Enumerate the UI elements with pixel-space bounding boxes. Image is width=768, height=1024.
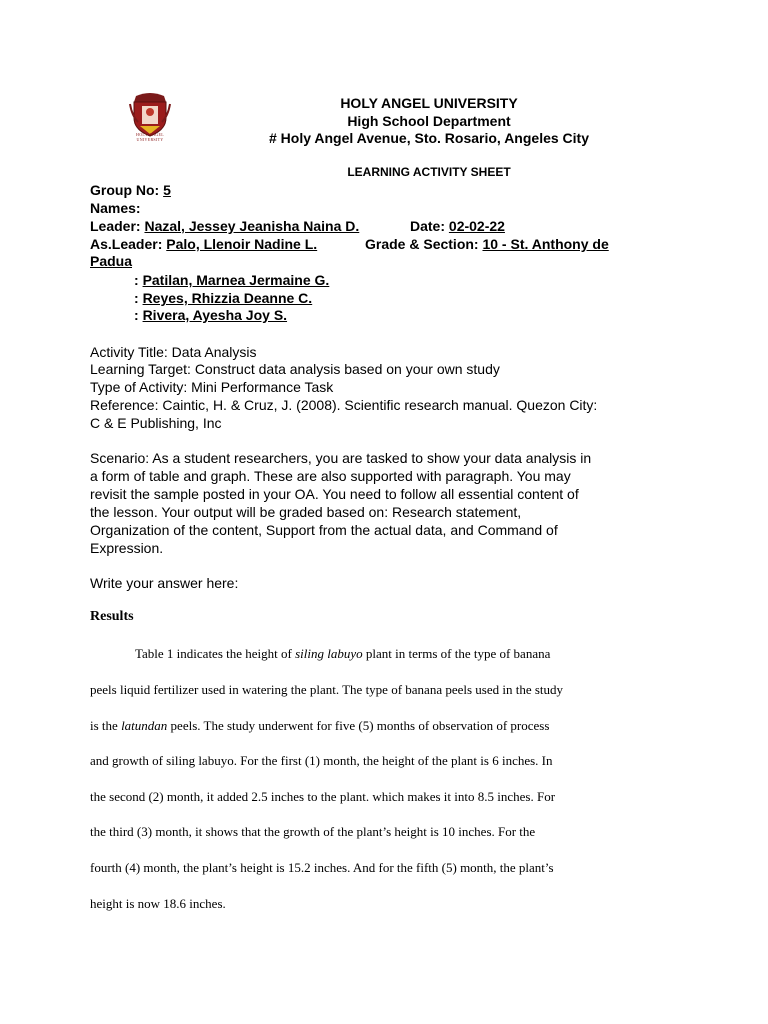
results-line: fourth (4) month, the plant’s height is 15.2 inches. And for the fifth (5) month, the plant’s — [90, 860, 554, 875]
text-span: peels. The study underwent for five (5) months of observation of process — [167, 718, 550, 733]
member-name: Rivera, Ayesha Joy S. — [142, 307, 288, 323]
group-value: 5 — [163, 182, 171, 198]
date-value: 02-02-22 — [448, 218, 505, 234]
member-prefix: : — [134, 290, 143, 306]
results-line — [135, 646, 550, 662]
grade-line — [365, 236, 609, 252]
results-line: peels liquid fertilizer used in watering the plant. The type of banana peels used in the study — [90, 682, 564, 697]
reference-line-2: C & E Publishing, Inc — [90, 415, 222, 431]
member-name: Reyes, Rhizzia Deanne C. — [142, 290, 313, 306]
text-span: plant in terms of the type of banana — [362, 646, 551, 661]
member-line — [134, 307, 287, 323]
leader-value: Nazal, Jessey Jeanisha Naina D. — [144, 218, 360, 234]
results-heading: Results — [90, 609, 134, 624]
group-label: Group No: — [90, 182, 164, 198]
scenario-line: Organization of the content, Support from the actual data, and Command of — [90, 522, 558, 538]
names-label: Names: — [90, 200, 141, 216]
member-prefix: : — [134, 272, 143, 288]
leader-line — [90, 218, 359, 234]
results-line — [90, 718, 549, 734]
text-span: is the — [90, 718, 122, 733]
scenario-line: a form of table and graph. These are also supported with paragraph. You may — [90, 468, 571, 484]
date-line — [410, 218, 505, 234]
scenario-line: revisit the sample posted in your OA. You need to follow all essential content of — [90, 486, 579, 502]
reference-line-1: Reference: Caintic, H. & Cruz, J. (2008). Scientific research manual. Quezon City: — [90, 397, 598, 413]
scenario-line: the lesson. Your output will be graded based on: Research statement, — [90, 504, 522, 520]
results-line: height is now 18.6 inches. — [90, 896, 226, 911]
sheet-title: LEARNING ACTIVITY SHEET — [347, 165, 511, 179]
leader-label: Leader: — [90, 218, 145, 234]
scenario-line: Expression. — [90, 540, 164, 556]
asleader-label: As.Leader: — [90, 236, 167, 252]
activity-type: Type of Activity: Mini Performance Task — [90, 379, 334, 395]
scenario-line: Scenario: As a student researchers, you are tasked to show your data analysis in — [90, 450, 592, 466]
department-name: High School Department — [347, 113, 511, 129]
grade-value-line1: 10 - St. Anthony de — [482, 236, 609, 252]
grade-value-line2: Padua — [90, 253, 133, 269]
results-line: and growth of siling labuyo. For the first (1) month, the height of the plant is 6 inches. In — [90, 753, 553, 768]
member-prefix: : — [134, 307, 143, 323]
grade-label: Grade & Section: — [365, 236, 483, 252]
member-line — [134, 272, 329, 288]
italic-term: siling labuyo — [295, 646, 363, 661]
group-line — [90, 182, 171, 198]
text-span: Table 1 indicates the height of — [135, 646, 296, 661]
activity-title: Activity Title: Data Analysis — [90, 344, 257, 360]
italic-term: latundan — [121, 718, 168, 733]
asleader-value: Palo, Llenoir Nadine L. — [166, 236, 318, 252]
results-line: the third (3) month, it shows that the growth of the plant’s height is 10 inches. For the — [90, 824, 536, 839]
date-label: Date: — [410, 218, 449, 234]
member-line — [134, 290, 312, 306]
member-name: Patilan, Marnea Jermaine G. — [142, 272, 330, 288]
university-address: # Holy Angel Avenue, Sto. Rosario, Angeles City — [269, 130, 589, 146]
results-line: the second (2) month, it added 2.5 inches to the plant. which makes it into 8.5 inches. For — [90, 789, 556, 804]
answer-prompt: Write your answer here: — [90, 575, 239, 591]
university-name: HOLY ANGEL UNIVERSITY — [340, 95, 518, 111]
logo-caption: HOLY ANGEL UNIVERSITY — [136, 132, 164, 142]
learning-target: Learning Target: Construct data analysis based on your own study — [90, 361, 500, 377]
asleader-line — [90, 236, 317, 252]
